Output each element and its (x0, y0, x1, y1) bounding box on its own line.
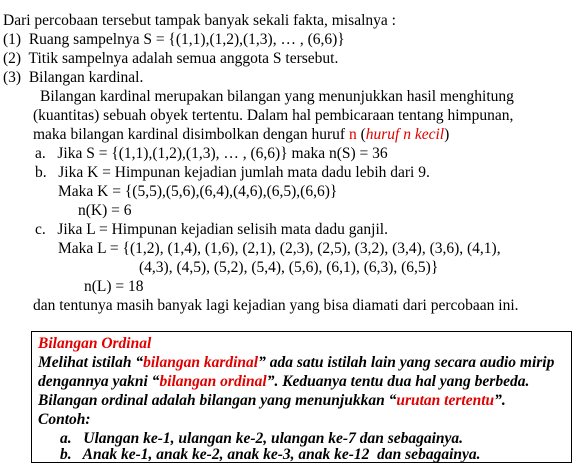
example-a: a. Jika S = {(1,1),(1,2),(1,3), … , (6,6)} maka n(S) = 36 (35, 145, 388, 162)
ordinal-contoh-label: Contoh: (38, 411, 91, 428)
kardinal-paragraph-line-1: Bilangan kardinal merupakan bilangan yang menunjukkan hasil menghitung (40, 88, 514, 105)
example-b-set: Maka K = {(5,5),(5,6),(6,4),(4,6),(6,5),(6,6)} (58, 183, 338, 200)
ordinal-box (31, 331, 572, 463)
symbol-intro-text: maka bilangan kardinal disimbolkan dengan huruf (33, 126, 349, 143)
example-c: c. Jika L = Himpunan kejadian selisih mata dadu ganjil. (35, 221, 388, 238)
term-bilangan-kardinal: bilangan kardinal (143, 354, 259, 371)
example-b: b. Jika K = Himpunan kejadian jumlah mata dadu lebih dari 9. (35, 164, 430, 181)
ordinal-line-2-post: ”. Keduanya tentu dua hal yang berbeda. (266, 373, 530, 390)
term-urutan-tertentu: urutan tertentu (396, 392, 495, 409)
close-paren: ) (444, 126, 450, 143)
example-b-count: n(K) = 6 (78, 202, 132, 219)
list-item-2: (2) Titik sampelnya adalah semua anggota S tersebut. (3, 50, 339, 67)
open-paren: ( (356, 126, 366, 143)
ordinal-line-1 (38, 353, 554, 372)
intro-text: Dari percobaan tersebut tampak banyak sekali fakta, misalnya : (3, 12, 396, 29)
term-bilangan-ordinal: bilangan ordinal (159, 373, 267, 390)
kardinal-paragraph-line-2: (kuantitas) sebuah obyek tertentu. Dalam hal pembicaraan tentang himpunan, (33, 107, 514, 124)
ordinal-line-1-post: ” ada satu istilah lain yang secara audio mirip (258, 354, 555, 371)
ordinal-line-2 (38, 372, 529, 391)
list-item-3: (3) Bilangan kardinal. (3, 69, 144, 86)
kardinal-paragraph-line-3 (33, 125, 449, 144)
example-c-set-line-1: Maka L = {(1,2), (1,4), (1,6), (2,1), (2,3), (2,5), (3,2), (3,4), (3,6), (4,1), (58, 240, 501, 257)
ordinal-line-2-pre: dengannya yakni “ (38, 373, 160, 390)
symbol-n: n (348, 126, 357, 143)
ordinal-line-3 (38, 391, 506, 410)
ordinal-line-1-pre: Melihat istilah “ (38, 354, 144, 371)
symbol-note: huruf n kecil (365, 126, 445, 143)
list-item-1: (1) Ruang sampelnya S = {(1,1),(1,2),(1,3), … , (6,6)} (3, 31, 345, 48)
ordinal-line-3-post: ”. (494, 392, 506, 409)
ordinal-title: Bilangan Ordinal (38, 335, 152, 352)
closing-text: dan tentunya masih banyak lagi kejadian yang bisa diamati dari percobaan ini. (33, 297, 519, 314)
ordinal-example-b: b. Anak ke-1, anak ke-2, anak ke-3, anak ke-12 dan sebagainya. (60, 446, 481, 463)
ordinal-line-3-pre: Bilangan ordinal adalah bilangan yang menunjukkan “ (38, 392, 397, 409)
example-c-count: n(L) = 18 (84, 278, 144, 295)
ordinal-example-a: a. Ulangan ke-1, ulangan ke-2, ulangan ke-7 dan sebagainya. (60, 430, 464, 447)
example-c-set-line-2: (4,3), (4,5), (5,2), (5,4), (5,6), (6,1), (6,3), (6,5)} (139, 259, 439, 276)
